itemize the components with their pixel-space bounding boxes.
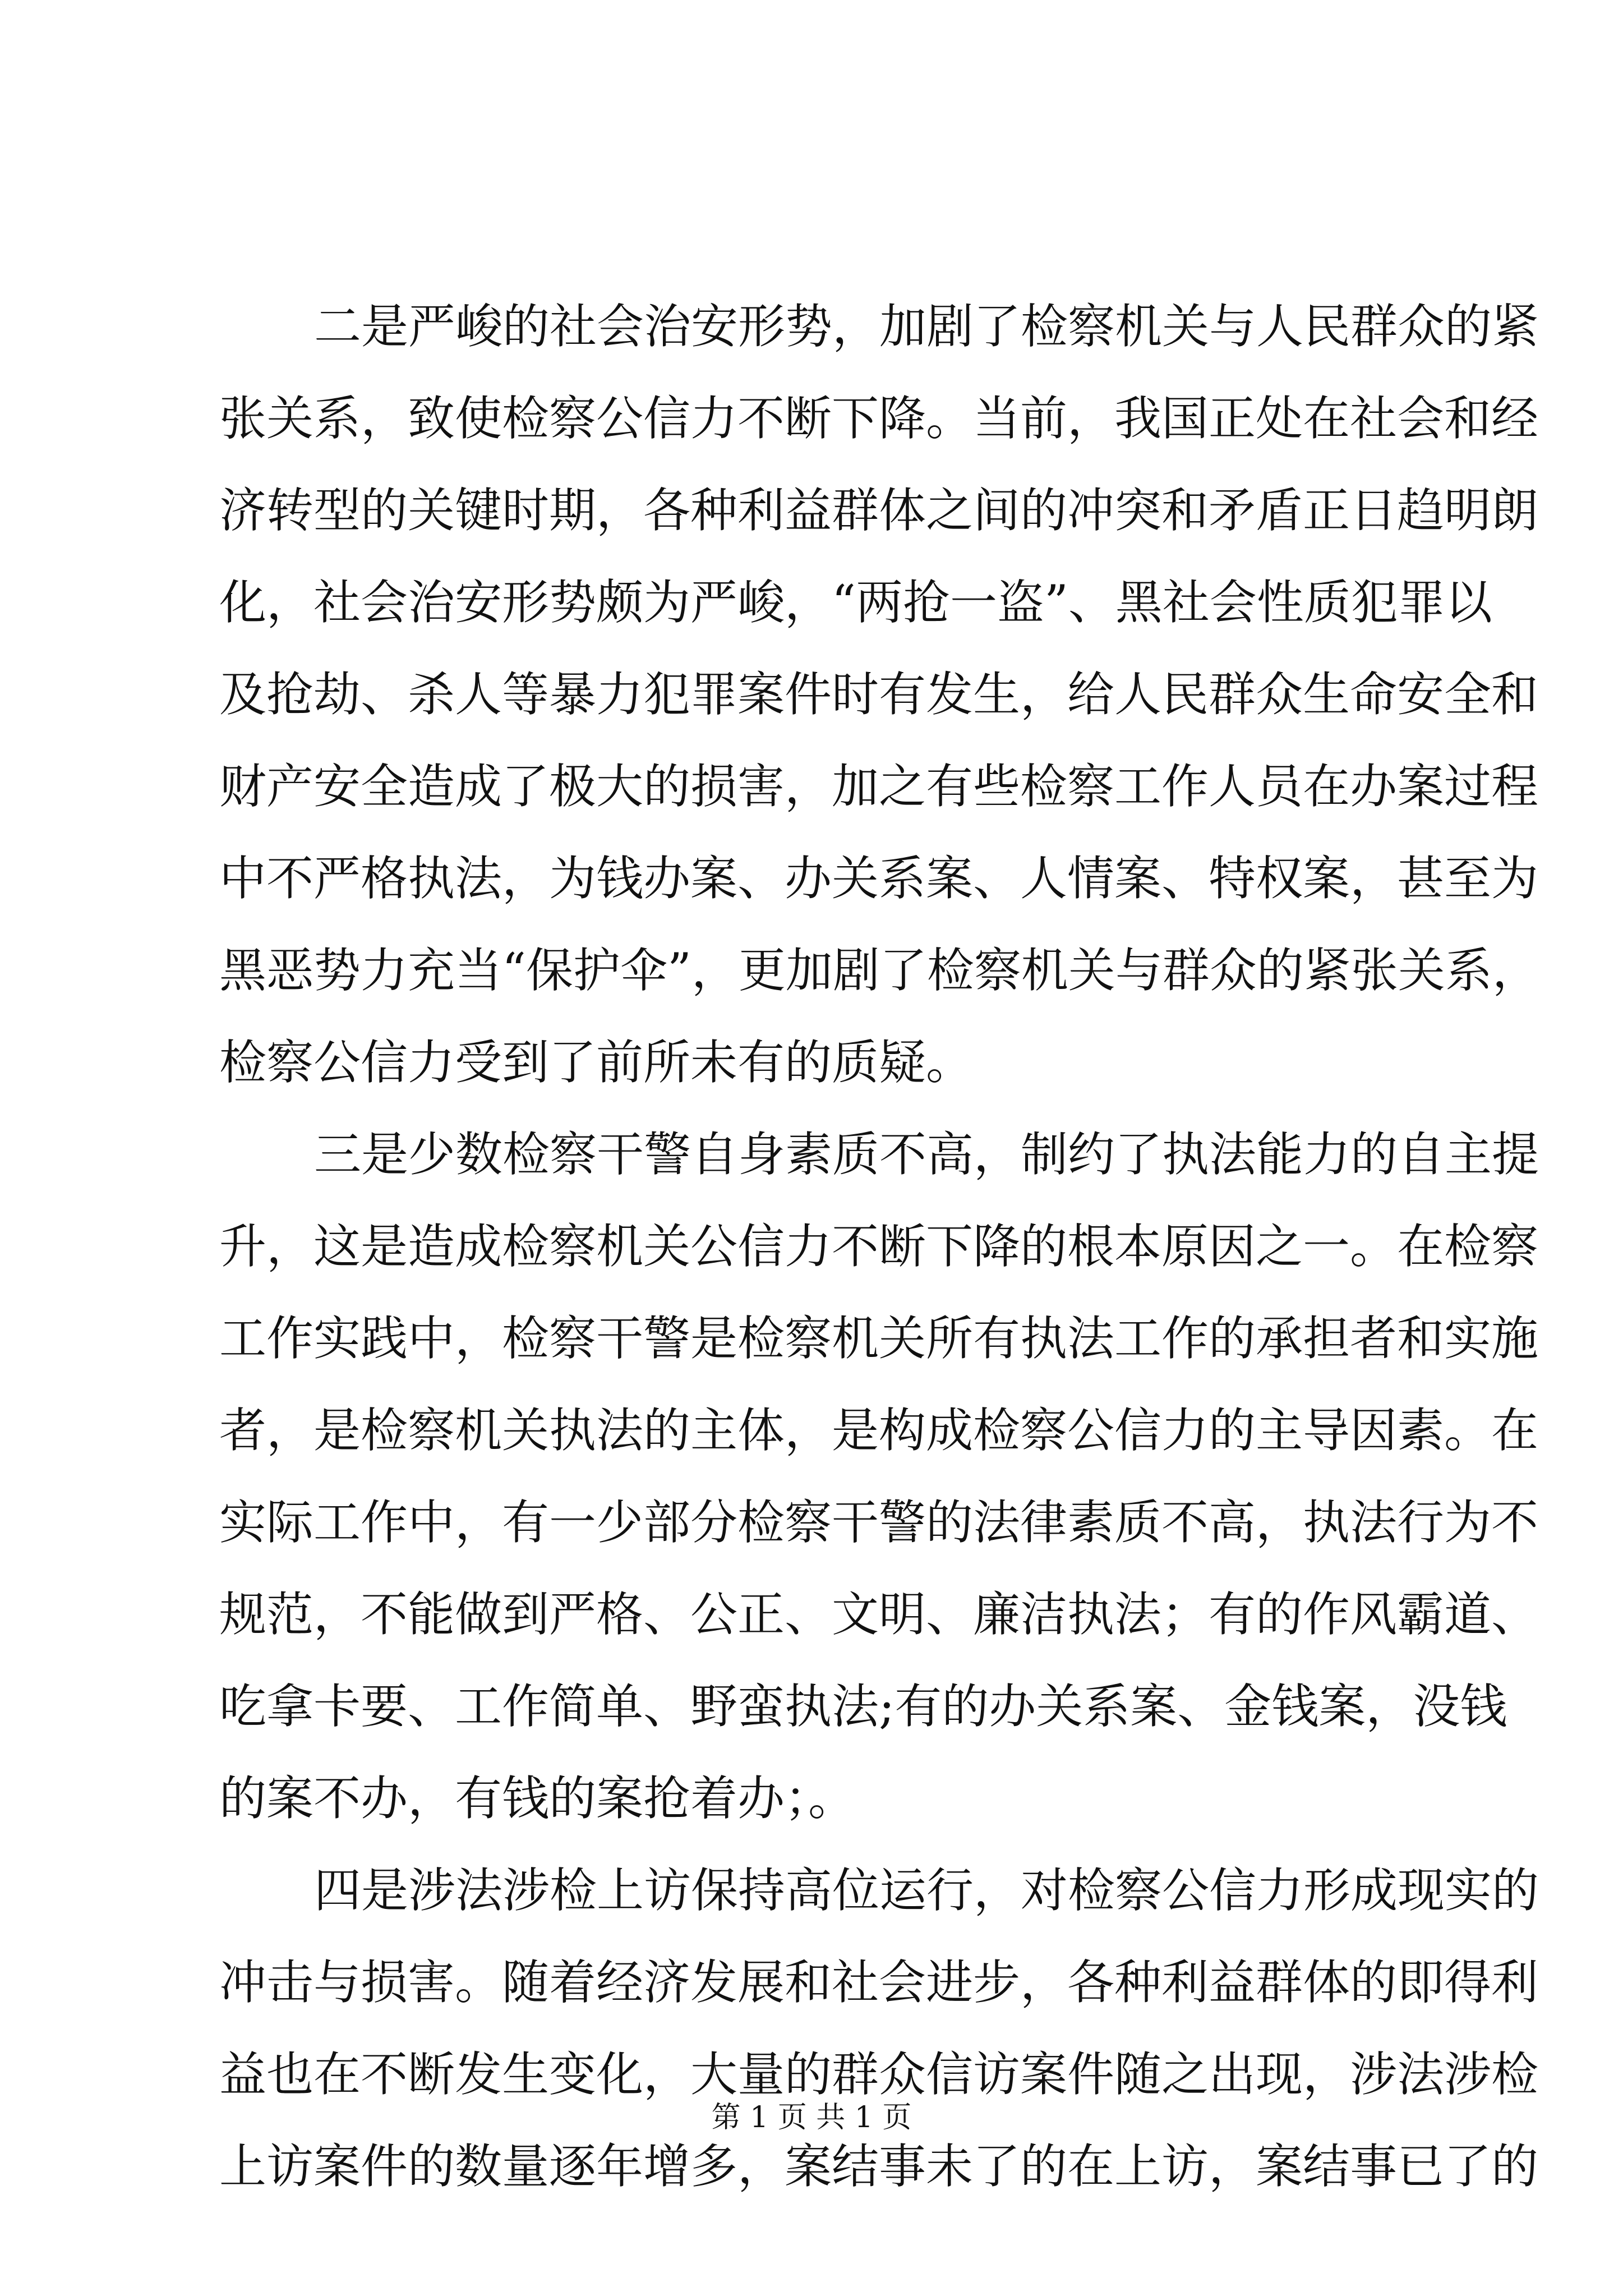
paragraph-3-line-6: 规范，不能做到严格、公正、文明、廉洁执法；有的作风霸道、	[219, 1587, 1539, 1642]
paragraph-2-line-4: 化，社会治安形势颇为严峻，“两抢一盗”、黑社会性质犯罪以	[219, 575, 1492, 630]
paragraph-3-line-8: 的案不办，有钱的案抢着办；。	[219, 1771, 856, 1826]
paragraph-4-line-2: 冲击与损害。随着经济发展和社会进步，各种利益群体的即得利	[219, 1955, 1539, 2010]
paragraph-2-line-9: 检察公信力受到了前所未有的质疑。	[219, 1035, 974, 1090]
paragraph-3-line-4: 者，是检察机关执法的主体，是构成检察公信力的主导因素。在	[219, 1403, 1539, 1458]
paragraph-2-line-7: 中不严格执法，为钱办案、办关系案、人情案、特权案，甚至为	[219, 851, 1539, 906]
page-number-footer: 第 1 页 共 1 页	[711, 2101, 912, 2134]
paragraph-2-line-3: 济转型的关键时期，各种利益群体之间的冲突和矛盾正日趋明朗	[219, 483, 1539, 538]
paragraph-4-line-3: 益也在不断发生变化，大量的群众信访案件随之出现，涉法涉检	[219, 2047, 1539, 2102]
paragraph-2-line-5: 及抢劫、杀人等暴力犯罪案件时有发生，给人民群众生命安全和	[219, 667, 1539, 722]
paragraph-4-line-4: 上访案件的数量逐年增多，案结事未了的在上访，案结事已了的	[219, 2139, 1539, 2194]
paragraph-3-line-2: 升，这是造成检察机关公信力不断下降的根本原因之一。在检察	[219, 1219, 1539, 1274]
body-text	[219, 280, 1539, 2212]
paragraph-2-line-2: 张关系，致使检察公信力不断下降。当前，我国正处在社会和经	[219, 391, 1539, 446]
paragraph-4-line-1: 四是涉法涉检上访保持高位运行，对检察公信力形成现实的	[314, 1863, 1539, 1918]
paragraph-3-line-7: 吃拿卡要、工作简单、野蛮执法;有的办关系案、金钱案，没钱	[219, 1679, 1507, 1734]
paragraph-3-line-1: 三是少数检察干警自身素质不高，制约了执法能力的自主提	[314, 1127, 1539, 1182]
paragraph-2-line-6: 财产安全造成了极大的损害，加之有些检察工作人员在办案过程	[219, 759, 1539, 814]
paragraph-3-line-3: 工作实践中，检察干警是检察机关所有执法工作的承担者和实施	[219, 1311, 1539, 1366]
paragraph-2-line-8: 黑恶势力充当“保护伞”，更加剧了检察机关与群众的紧张关系，	[219, 943, 1539, 998]
paragraph-2-line-1: 二是严峻的社会治安形势，加剧了检察机关与人民群众的紧	[314, 299, 1539, 354]
paragraph-3-line-5: 实际工作中，有一少部分检察干警的法律素质不高，执法行为不	[219, 1495, 1539, 1550]
